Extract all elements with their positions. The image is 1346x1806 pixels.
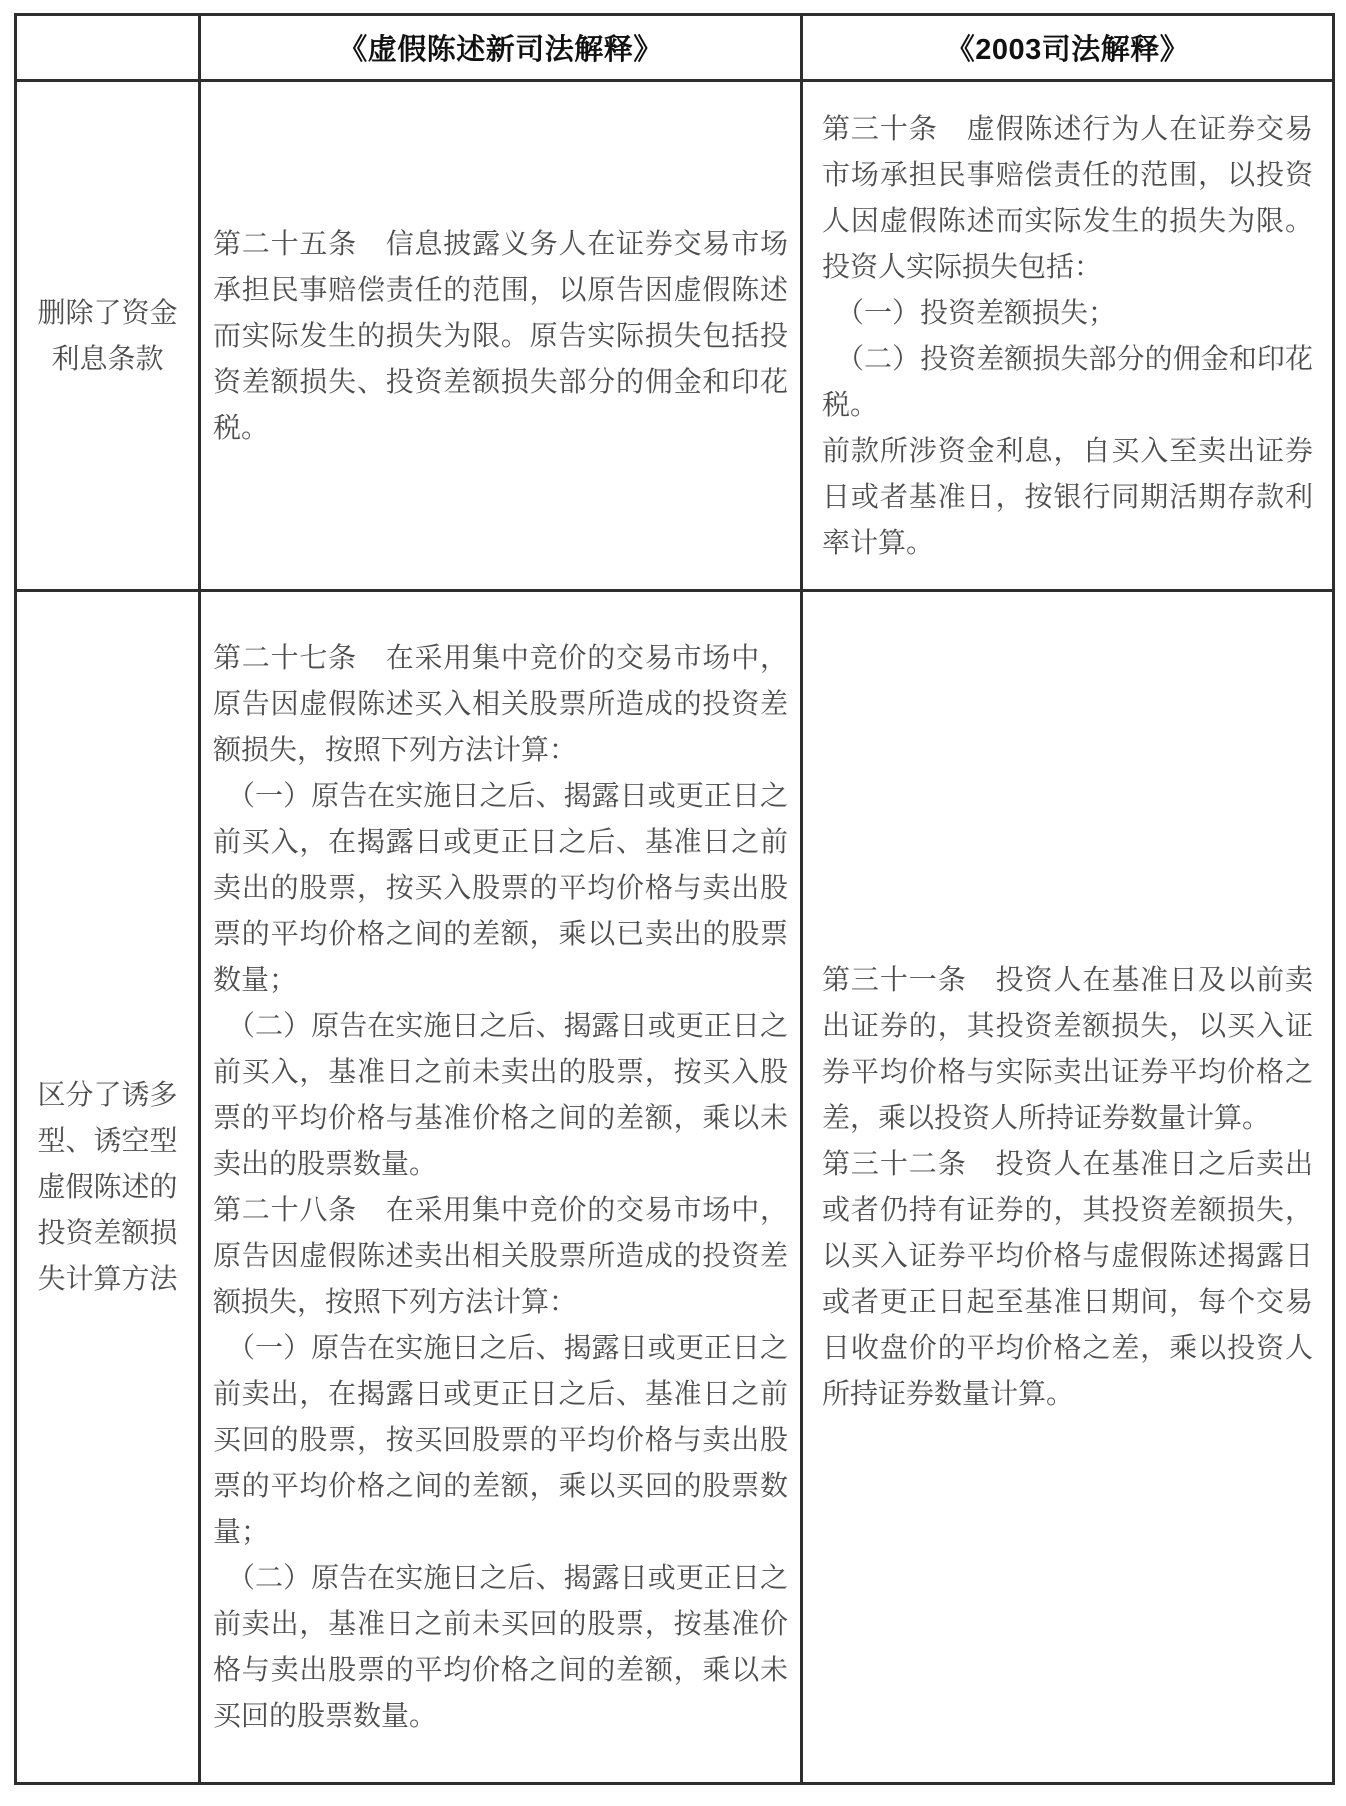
clause-paragraph: 第二十五条 信息披露义务人在证券交易市场承担民事赔偿责任的范围，以原告因虚假陈述而实际发生的损失为限。原告实际损失包括投资差额损失、投资差额损失部分的佣金和印花税。 [213, 227, 788, 443]
table-row-interest-clause [16, 81, 1334, 591]
clause-list-item: （二）投资差额损失部分的佣金和印花税。 [822, 342, 1313, 420]
cell-2003-interpretation-row1 [802, 81, 1334, 591]
cell-new-interpretation-row1 [200, 81, 802, 591]
clause-paragraph: 第三十一条 投资人在基准日及以前卖出证券的，其投资差额损失，以买入证券平均价格与实际卖出证券平均价格之差，乘以投资人所持证券数量计算。 [822, 964, 1313, 1133]
clause-paragraph: 第三十条 虚假陈述行为人在证券交易市场承担民事赔偿责任的范围，以投资人因虚假陈述而实际发生的损失为限。投资人实际损失包括： [822, 112, 1313, 282]
clause-paragraph: 第二十七条 在采用集中竞价的交易市场中，原告因虚假陈述买入相关股票所造成的投资差额损失，按照下列方法计算： [213, 642, 788, 765]
header-2003-interpretation: 《2003司法解释》 [802, 15, 1334, 81]
table-header-row [16, 15, 1334, 81]
header-empty-cell [16, 15, 200, 81]
table-row-loss-calculation [16, 591, 1334, 1784]
clause-list-item: （一）原告在实施日之后、揭露日或更正日之前买入，在揭露日或更正日之后、基准日之前卖出的股票，按买入股票的平均价格与卖出股票的平均价格之间的差额，乘以已卖出的股票数量； [213, 780, 788, 995]
row-label-loss-calculation: 区分了诱多型、诱空型虚假陈述的投资差额损失计算方法 [16, 591, 200, 1784]
clause-paragraph: 第二十八条 在采用集中竞价的交易市场中，原告因虚假陈述卖出相关股票所造成的投资差额损失，按照下列方法计算： [213, 1194, 788, 1317]
clause-list-item: （一）投资差额损失； [836, 296, 1117, 328]
clause-list-item: （二）原告在实施日之后、揭露日或更正日之前卖出，基准日之前未买回的股票，按基准价格与卖出股票的平均价格之间的差额，乘以未买回的股票数量。 [213, 1562, 788, 1731]
clause-paragraph: 第三十二条 投资人在基准日之后卖出或者仍持有证券的，其投资差额损失，以买入证券平均价格与虚假陈述揭露日或者更正日起至基准日期间，每个交易日收盘价的平均价格之差，乘以投资人所持证券数量计算。 [822, 1148, 1313, 1409]
header-new-interpretation: 《虚假陈述新司法解释》 [200, 15, 802, 81]
cell-new-interpretation-row2 [200, 591, 802, 1784]
clause-paragraph: 前款所涉资金利息，自买入至卖出证券日或者基准日，按银行同期活期存款利率计算。 [822, 434, 1313, 558]
cell-2003-interpretation-row2 [802, 591, 1334, 1784]
judicial-interpretation-comparison-table [14, 13, 1335, 1785]
clause-list-item: （二）原告在实施日之后、揭露日或更正日之前买入，基准日之前未卖出的股票，按买入股票的平均价格与基准价格之间的差额，乘以未卖出的股票数量。 [213, 1010, 788, 1179]
row-label-interest-clause: 删除了资金利息条款 [16, 81, 200, 591]
clause-list-item: （一）原告在实施日之后、揭露日或更正日之前卖出，在揭露日或更正日之后、基准日之前买回的股票，按买回股票的平均价格与卖出股票的平均价格之间的差额，乘以买回的股票数量； [213, 1332, 788, 1547]
